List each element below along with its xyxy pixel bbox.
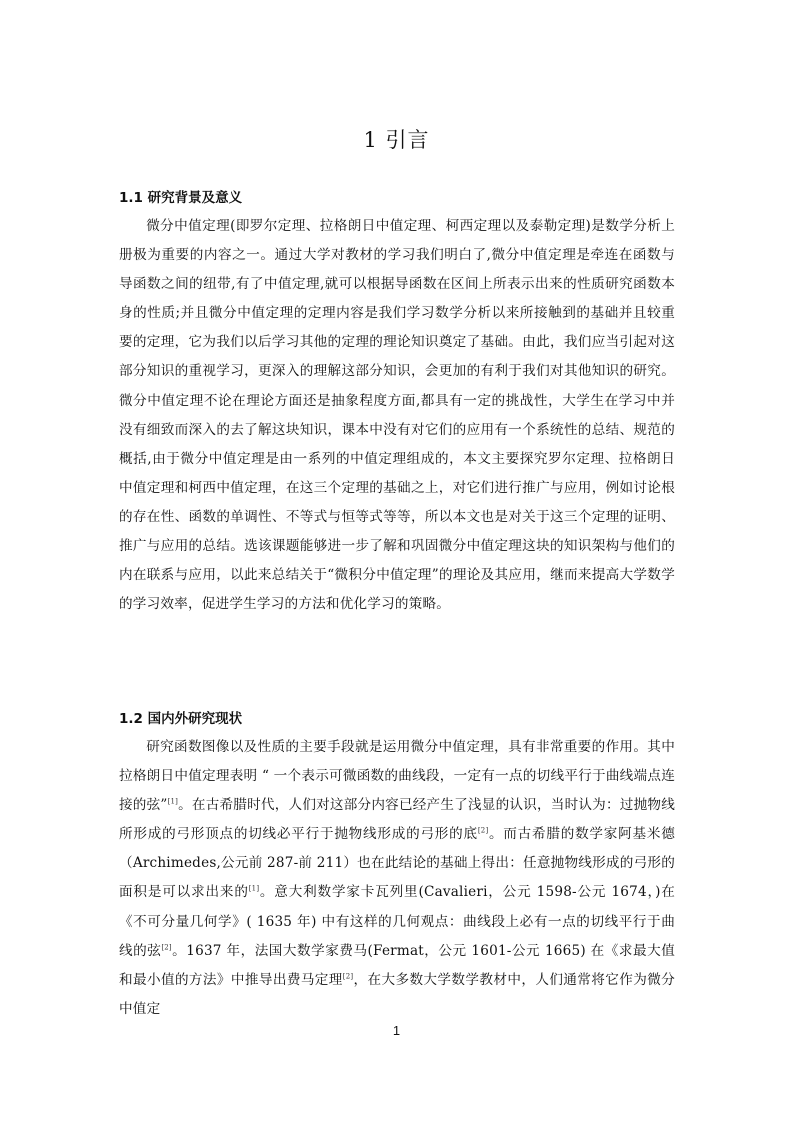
chapter-title: 1 引言 [363, 128, 430, 152]
paragraph-segment: ，在大多数大学数学教材中，人们通常将它作为微分中值定 [119, 971, 675, 1017]
citation-ref[interactable]: [1] [167, 797, 179, 806]
citation-ref[interactable]: [2] [161, 943, 172, 952]
paragraph-segment: 。1637 年，法国大数学家费马(Fermat，公元 1601-公元 1665) 在《求最大值和最小值的方法》中推导出费马定理 [119, 942, 675, 988]
paragraph-segment: 研究函数图像以及性质的主要手段就是运用微分中值定理，具有非常重要的作用。其中拉格朗日中值定理表明 “ 一个表示可微函数的曲线段，一定有一点的切线平行于曲线端点连接的弦” [119, 739, 675, 814]
paragraph-segment: 。在古希腊时代，人们对这部分内容已经产生了浅显的认识，当时认为：过抛物线所形成的弓形顶点的切线必平行于抛物线形成的弓形的底 [119, 797, 675, 843]
citation-ref[interactable]: [2] [477, 826, 489, 835]
page-number: 1 [392, 1023, 401, 1038]
section-heading-1-2: 1.2 国内外研究现状 [119, 711, 243, 727]
section-1-1-paragraph: 微分中值定理(即罗尔定理、拉格朗日中值定理、柯西定理以及泰勒定理)是数学分析上册极为重要的内容之一。通过大学对教材的学习我们明白了,微分中值定理是牵连在函数与导函数之间的纽带,有了中值定理,就可以根据导函数在区间上所表示出来的性质研究函数本身的性质;并且微分中值定理的定理内容是我们学习数学分析以来所接触到的基础并且较重要的定理，它为我们以后学习其他的定理的理论知识奠定了基础。由此，我们应当引起对这部分知识的重视学习，更深入的理解这部分知识，会更加的有利于我们对其他知识的研究。微分中值定理不论在理论方面还是抽象程度方面,都具有一定的挑战性，大学生在学习中并没有细致而深入的去了解这块知识，课本中没有对它们的应用有一个系统性的总结、规范的概括,由于微分中值定理是由一系列的中值定理组成的，本文主要探究罗尔定理、拉格朗日中值定理和柯西中值定理，在这三个定理的基础之上，对它们进行推广与应用，例如讨论根的存在性、函数的单调性、不等式与恒等式等等，所以本文也是对关于这三个定理的证明、推广与应用的总结。选该课题能够进一步了解和巩固微分中值定理这块的知识架构与他们的内在联系与应用，以此来总结关于“微积分中值定理”的理论及其应用，继而来提高大学数学的学习效率，促进学生学习的方法和优化学习的策略。 [119, 218, 675, 613]
section-heading-1-1: 1.1 研究背景及意义 [119, 190, 243, 206]
paragraph-segment: 。而古希腊的数学家阿基米德（Archimedes,公元前 287-前 211）也在此结论的基础上得出：任意抛物线形成的弓形的面积是可以求出来的 [119, 826, 675, 901]
section-1-2-paragraph [119, 733, 675, 1024]
paragraph-segment: 。意大利数学家卡瓦列里(Cavalieri，公元 1598-公元 1674，)在《不可分量几何学》( 1635 年) 中有这样的几何观点：曲线段上必有一点的切线平行于曲线的弦 [119, 884, 675, 959]
citation-ref[interactable]: [1] [248, 884, 260, 893]
citation-ref[interactable]: [2] [342, 972, 354, 981]
